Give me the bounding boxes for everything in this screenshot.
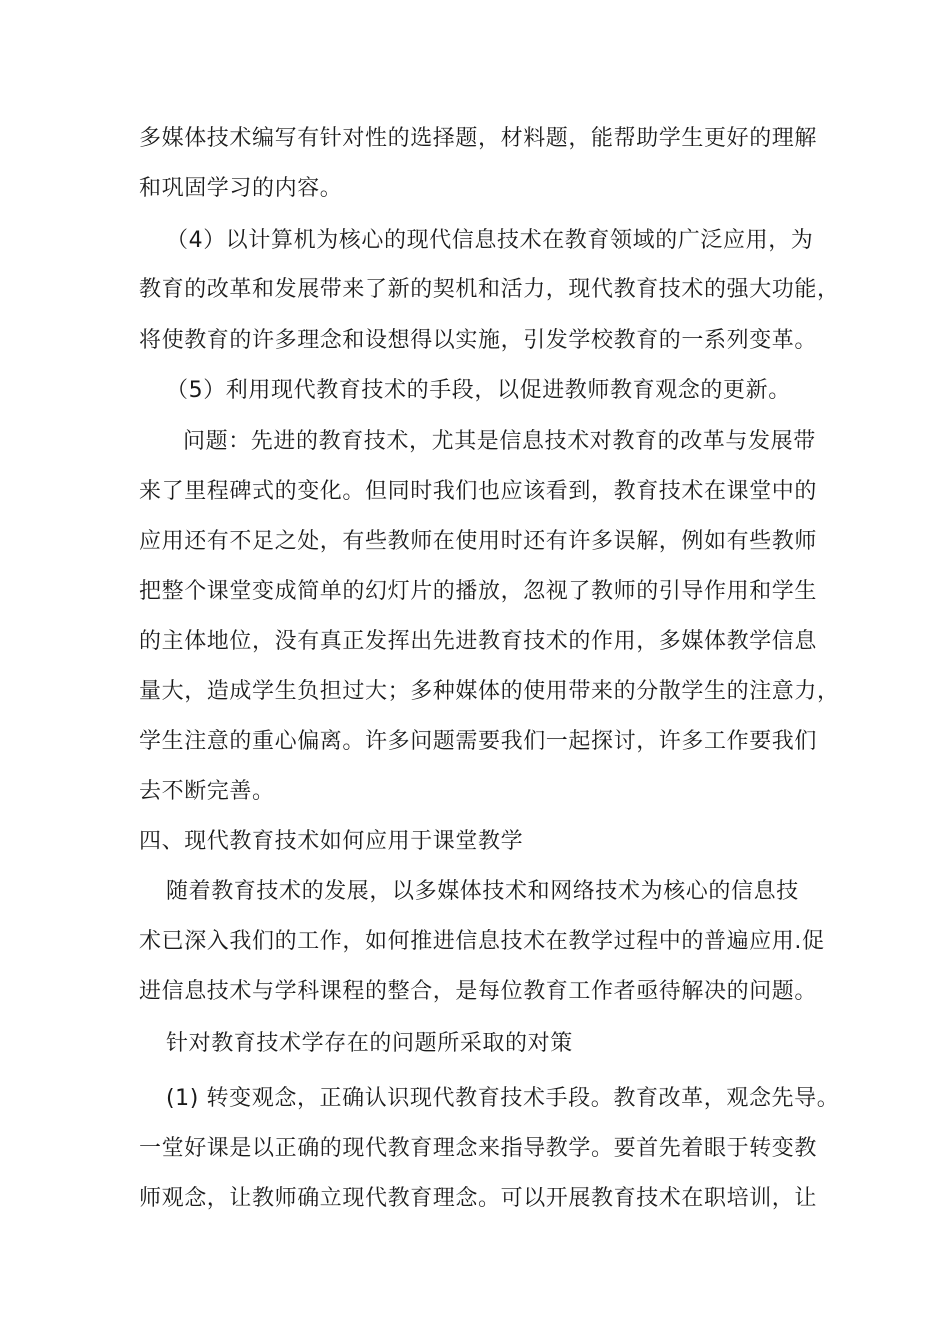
text-line: 应用还有不足之处，有些教师在使用时还有许多误解，例如有些教师: [139, 529, 818, 554]
text-line: 针对教育技术学存在的问题所采取的对策: [166, 1031, 573, 1056]
text-line: 随着教育技术的发展，以多媒体技术和网络技术为核心的信息技: [166, 879, 799, 904]
text-line: (1) 转变观念，正确认识现代教育技术手段。教育改革，观念先导。: [166, 1086, 840, 1111]
text-line: 多媒体技术编写有针对性的选择题，材料题，能帮助学生更好的理解: [139, 126, 818, 151]
text-line: 量大，造成学生负担过大；多种媒体的使用带来的分散学生的注意力，: [139, 679, 840, 704]
text-line: 一堂好课是以正确的现代教育理念来指导教学。要首先着眼于转变教: [139, 1136, 818, 1161]
text-line: 学生注意的重心偏离。许多问题需要我们一起探讨，许多工作要我们: [139, 729, 818, 754]
text-line: 术已深入我们的工作，如何推进信息技术在教学过程中的普遍应用.促: [139, 929, 825, 954]
text-line: 问题：先进的教育技术，尤其是信息技术对教育的改革与发展带: [183, 429, 816, 454]
text-line: （4）以计算机为核心的现代信息技术在教育领域的广泛应用，为: [166, 228, 814, 253]
text-line: 教育的改革和发展带来了新的契机和活力，现代教育技术的强大功能，: [139, 277, 840, 302]
text-line: 来了里程碑式的变化。但同时我们也应该看到，教育技术在课堂中的: [139, 479, 818, 504]
text-line: 把整个课堂变成简单的幻灯片的播放，忽视了教师的引导作用和学生: [139, 579, 818, 604]
text-line: 师观念，让教师确立现代教育理念。可以开展教育技术在职培训，让: [139, 1186, 818, 1211]
text-line: 的主体地位，没有真正发挥出先进教育技术的作用，多媒体教学信息: [139, 629, 818, 654]
text-line: 去不断完善。: [139, 779, 275, 804]
text-line: 将使教育的许多理念和设想得以实施，引发学校教育的一系列变革。: [139, 328, 818, 353]
section-heading: 四、现代教育技术如何应用于课堂教学: [139, 829, 524, 854]
text-line: （5）利用现代教育技术的手段，以促进教师教育观念的更新。: [166, 378, 791, 403]
text-line: 和巩固学习的内容。: [139, 176, 343, 201]
text-line: 进信息技术与学科课程的整合，是每位教育工作者亟待解决的问题。: [139, 979, 818, 1004]
